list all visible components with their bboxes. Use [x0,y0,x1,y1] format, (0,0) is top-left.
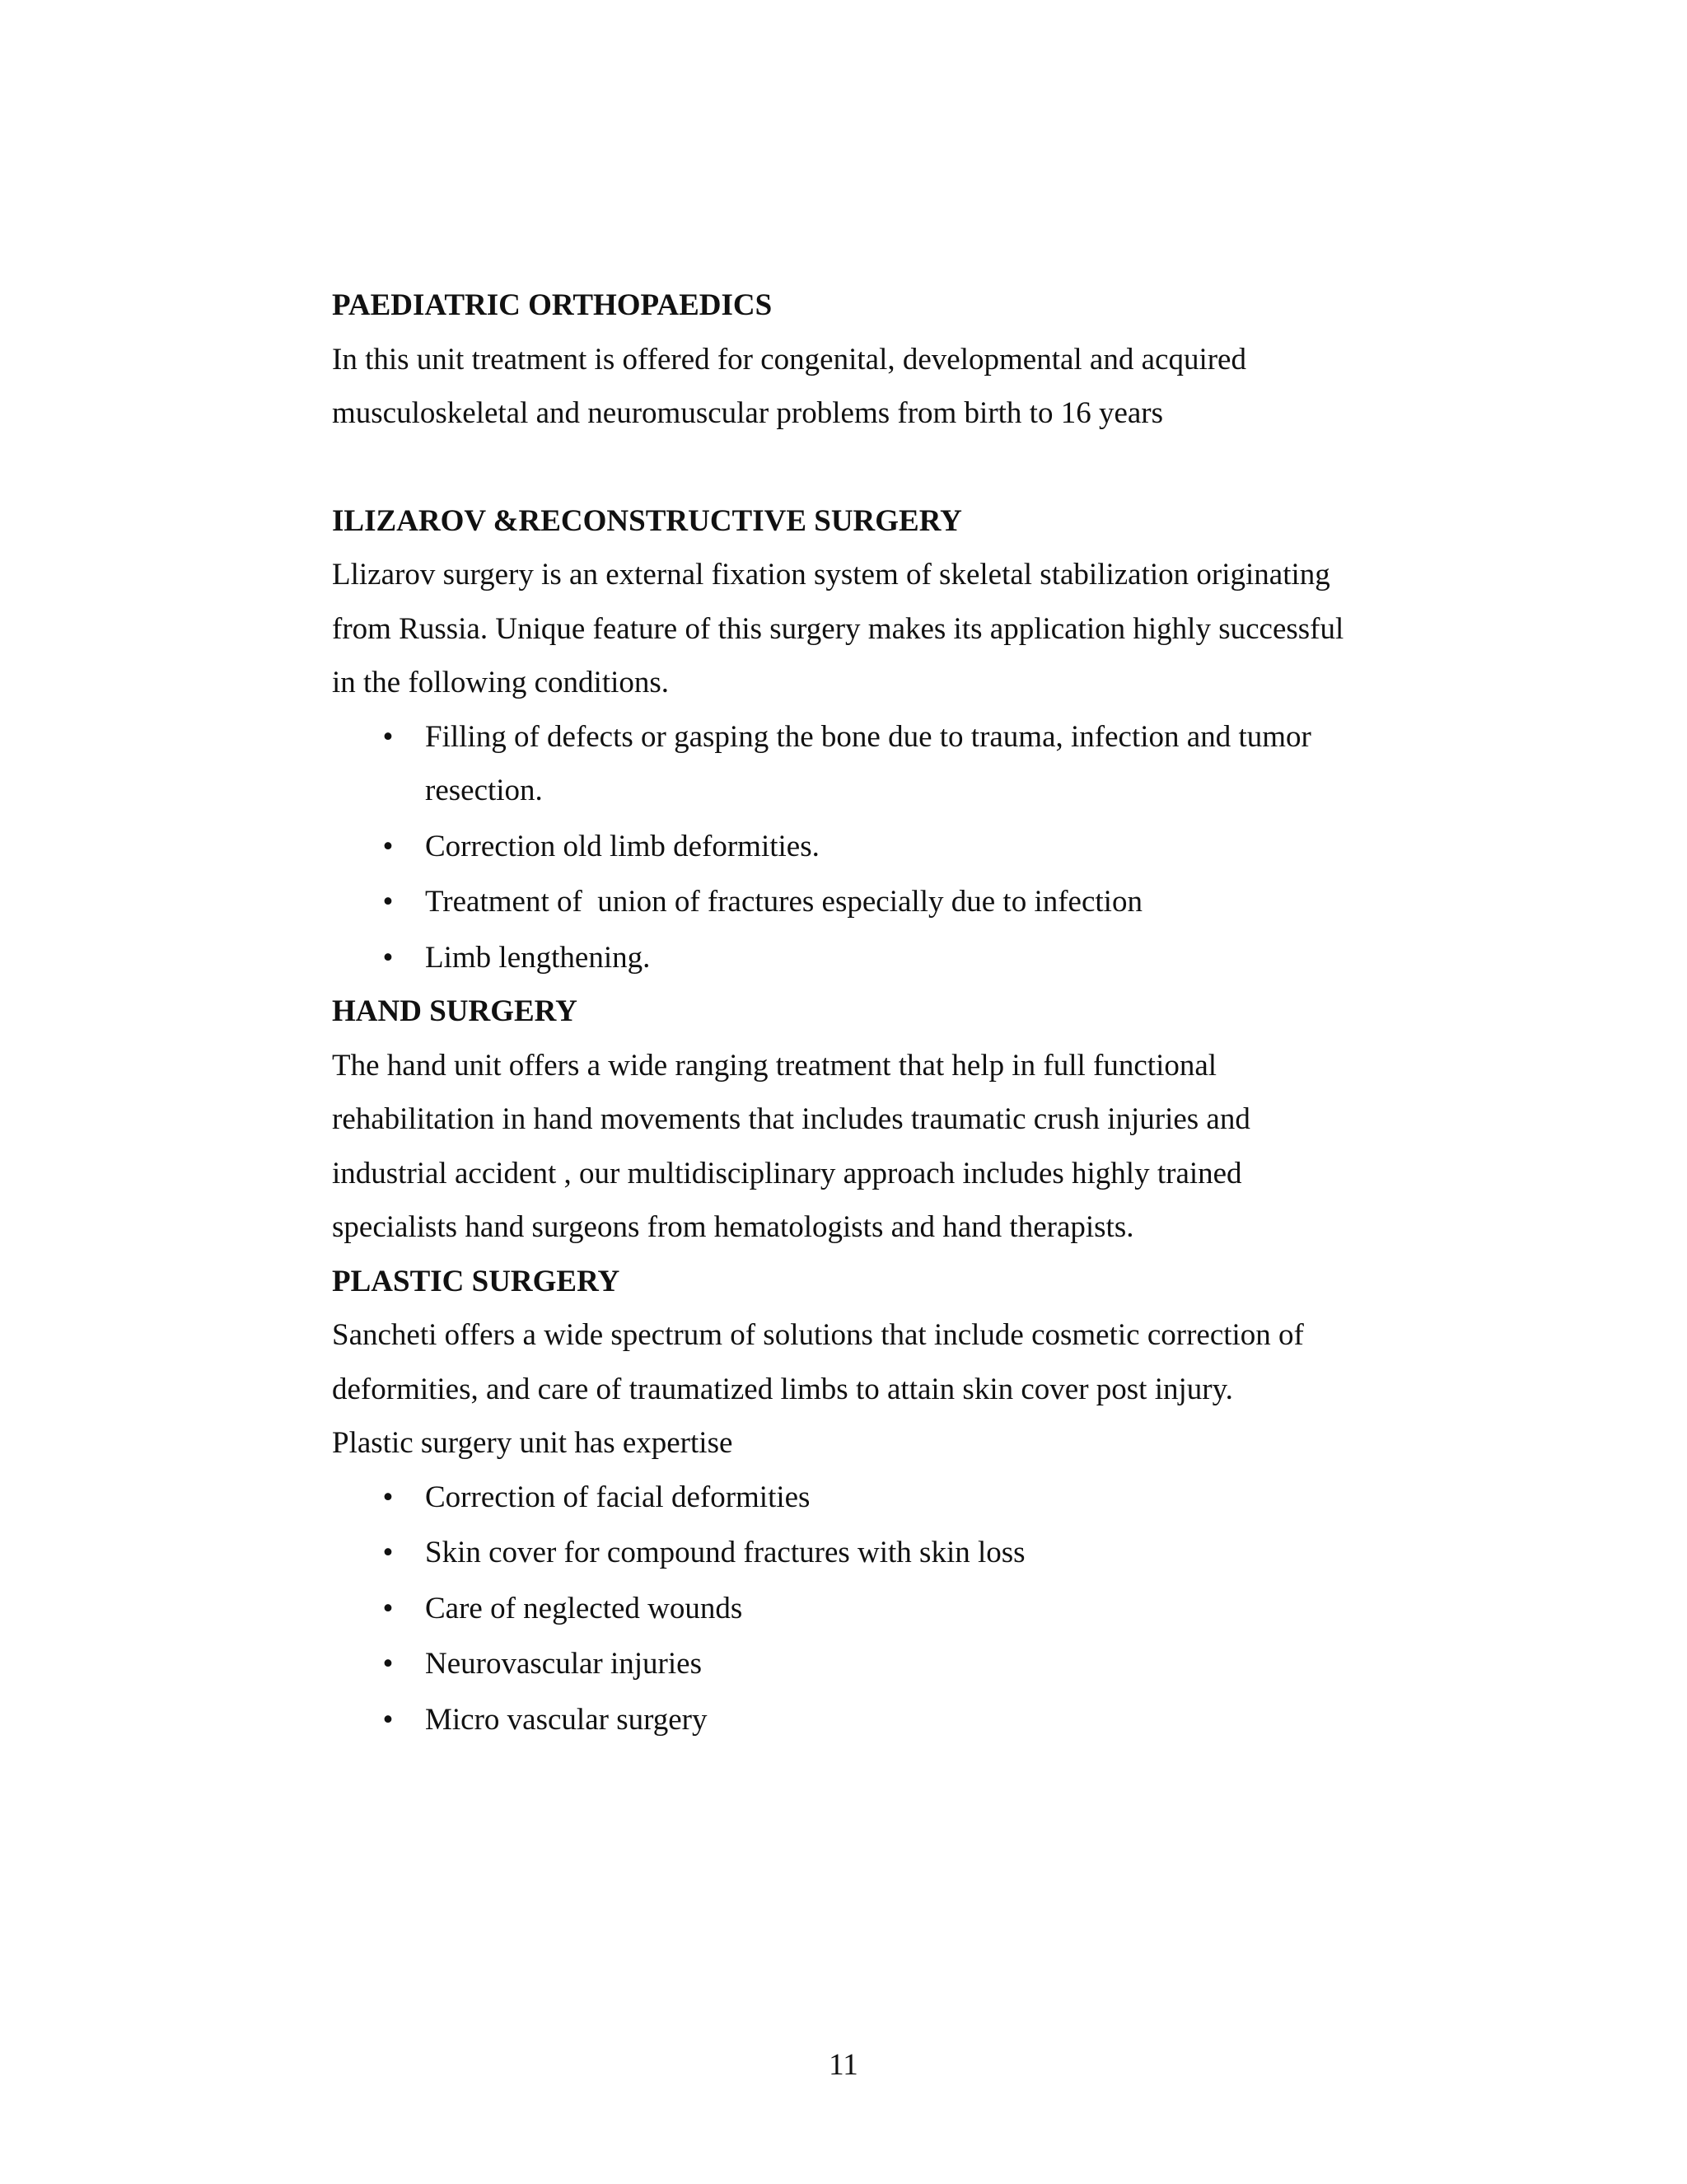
list-item-text: Skin cover for compound fractures with skin loss [425,1536,1026,1569]
list-item-text: Limb lengthening. [425,940,651,975]
section-heading-hand-surgery: HAND SURGERY [332,994,577,1028]
section-heading-plastic-surgery: PLASTIC SURGERY [332,1264,620,1298]
page-content [332,278,1395,1747]
section-paragraph: In this unit treatment is offered for congenital, developmental and acquired musculoskeletal and neuromuscular problems from birth to 16 years [332,342,1246,430]
bullet-icon: • [382,719,394,754]
section-paragraph: Llizarov surgery is an external fixation system of skeletal stabilization originating from Russia. Unique feature of this surgery makes its application highly successful in the following conditions. [332,558,1344,699]
list-item-text: Care of neglected wounds [425,1591,743,1625]
bullet-icon: • [382,1536,394,1569]
section-paragraph: Sancheti offers a wide spectrum of solutions that include cosmetic correction of deformities, and care of traumatized limbs to attain skin cover post injury. [332,1318,1304,1406]
bullet-icon: • [382,829,394,863]
list-item [332,820,1395,874]
list-item [332,1582,1395,1636]
bullet-list [332,1471,1395,1747]
list-item [332,1471,1395,1525]
bullet-icon: • [382,1480,394,1514]
list-item-text: Filling of defects or gasping the bone due to trauma, infection and tumor resection. [425,719,1311,807]
page-number: 11 [829,2048,858,2082]
section-spacer [332,441,1395,494]
section-heading-paediatric-orthopaedics: PAEDIATRIC ORTHOPAEDICS [332,288,773,322]
list-item [332,931,1395,985]
list-item [332,1526,1395,1580]
bullet-icon: • [382,1591,394,1625]
list-item [332,710,1364,818]
section-heading-ilizarov-reconstructive-surgery: ILIZAROV &RECONSTRUCTIVE SURGERY [332,503,962,538]
list-item [332,1637,1395,1691]
bullet-icon: • [382,940,394,975]
list-item-text: Micro vascular surgery [425,1702,708,1737]
list-item [332,875,1395,929]
list-item [332,1693,1395,1747]
section-paragraph: Plastic surgery unit has expertise [332,1426,733,1460]
bullet-icon: • [382,885,394,919]
list-item-text: Neurovascular injuries [425,1647,702,1681]
list-item-text: Treatment of union of fractures especially due to infection [425,885,1143,919]
bullet-list [332,710,1395,985]
bullet-icon: • [382,1647,394,1681]
list-item-text: Correction old limb deformities. [425,829,820,863]
section-paragraph: The hand unit offers a wide ranging treatment that help in full functional rehabilitation in hand movements that includes traumatic crush injuries and industrial accident , our multidisciplinary approach includes highly trained specialists hand surgeons from hematologists and hand therapists. [332,1048,1250,1244]
list-item-text: Correction of facial deformities [425,1480,811,1514]
bullet-icon: • [382,1702,394,1737]
